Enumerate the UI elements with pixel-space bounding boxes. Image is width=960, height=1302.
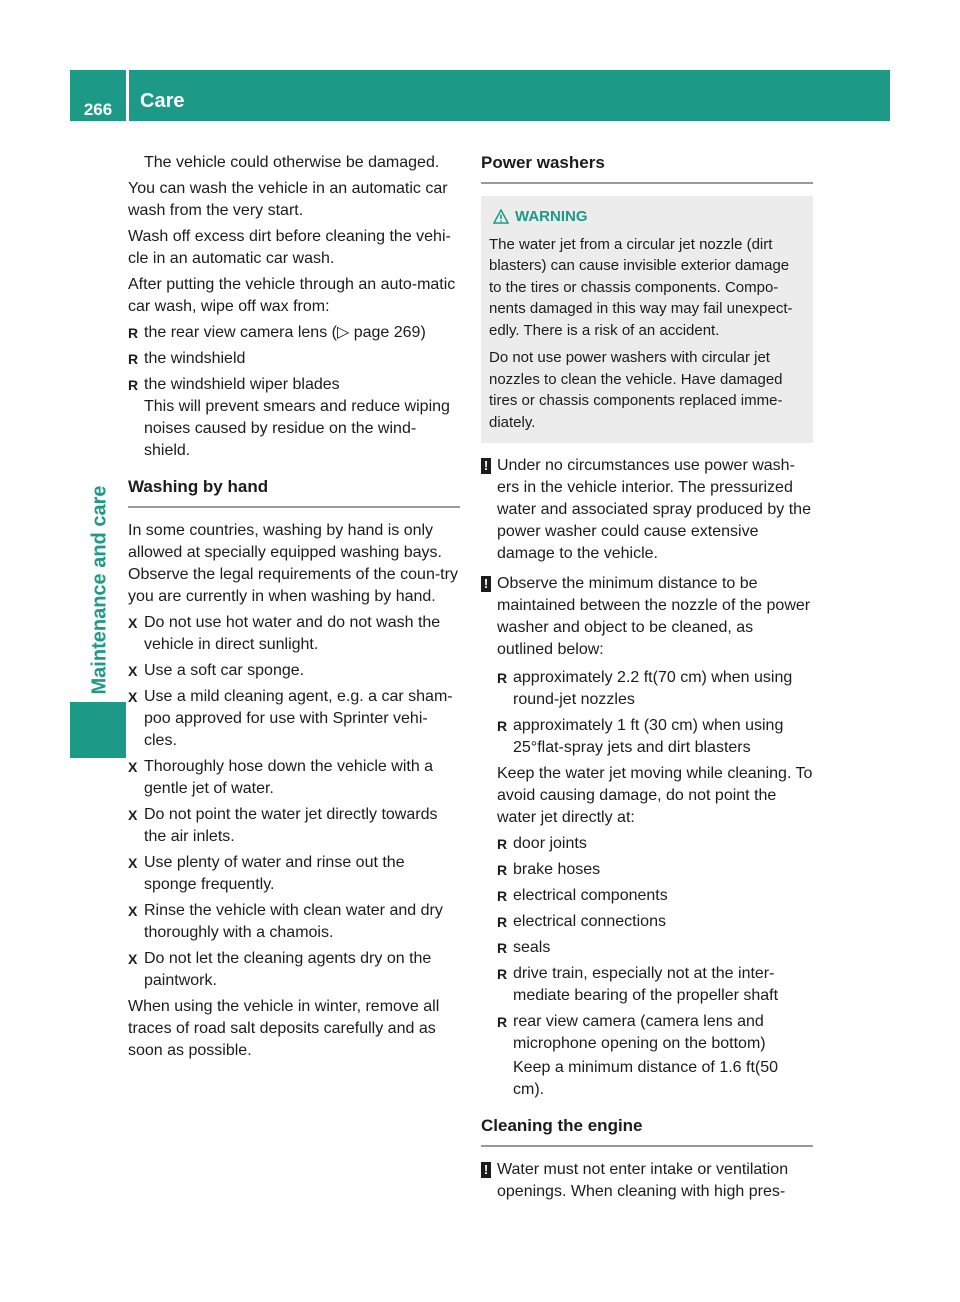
wiper-note: This will prevent smears and reduce wiping noises caused by residue on the wind-shield. — [144, 398, 450, 459]
step-item — [128, 852, 460, 896]
automatic-wash-paragraph: You can wash the vehicle in an automatic car wash from the very start. — [128, 180, 448, 219]
step-text: Do not point the water jet directly towards the air inlets. — [144, 806, 438, 845]
side-tab-label — [85, 480, 113, 700]
warning-text: The water jet from a circular jet nozzle (dirt blasters) can cause invisible exterior damage to the tires or chassis components. Compo-nents damaged in this way may fail unexpect-edly. There is a risk of an accident. — [489, 235, 793, 339]
list-item — [128, 348, 460, 370]
bullet-marker: R — [497, 888, 508, 904]
list-item-text: seals — [513, 939, 551, 956]
bullet-marker: R — [497, 836, 508, 852]
bullet-marker: R — [497, 966, 508, 982]
step-item — [128, 660, 460, 682]
wax-paragraph: After putting the vehicle through an auto-matic car wash, wipe off wax from: — [128, 276, 456, 315]
exclamation-icon: ! — [481, 1162, 491, 1178]
step-marker: X — [128, 903, 138, 919]
warning-triangle-icon — [493, 209, 509, 224]
header-divider — [126, 70, 129, 121]
step-marker: X — [128, 951, 138, 967]
exclamation-icon: ! — [481, 576, 491, 592]
step-item — [128, 612, 460, 656]
step-marker: X — [128, 759, 138, 775]
excess-dirt-paragraph: Wash off excess dirt before cleaning the vehi-cle in an automatic car wash. — [128, 228, 451, 267]
list-item — [128, 374, 460, 462]
washing-intro: In some countries, washing by hand is only allowed at specially equipped washing bays. Observe the legal requirements of the coun-try you are currently in when washing by hand. — [128, 522, 458, 605]
warning-label: WARNING — [515, 208, 588, 225]
step-text: Use a soft car sponge. — [144, 662, 305, 679]
notice-text: Observe the minimum distance to be maintained between the nozzle of the power washer and object to be cleaned, as outlined below: — [497, 575, 811, 658]
bullet-marker: R — [128, 377, 139, 393]
washing-by-hand-heading: Washing by hand — [128, 476, 460, 508]
list-item-text: brake hoses — [513, 861, 601, 878]
list-item-text: approximately 1 ft (30 cm) when using 25°flat-spray jets and dirt blasters — [513, 717, 784, 756]
list-item — [497, 715, 813, 759]
notice-distance — [481, 573, 813, 1101]
step-text: Thoroughly hose down the vehicle with a gentle jet of water. — [144, 758, 434, 797]
list-item-text: electrical connections — [513, 913, 666, 930]
list-item — [497, 885, 813, 907]
camera-distance-note: Keep a minimum distance of 1.6 ft(50 cm). — [513, 1059, 779, 1098]
bullet-marker: R — [497, 914, 508, 930]
list-item — [497, 937, 813, 959]
damage-note: The vehicle could otherwise be damaged. — [144, 154, 440, 171]
exclamation-icon: ! — [481, 458, 491, 474]
list-item — [497, 1011, 813, 1101]
left-column — [128, 152, 460, 1066]
step-text: Use plenty of water and rinse out the sponge frequently. — [144, 854, 405, 893]
step-item — [128, 686, 460, 752]
notice-interior — [481, 455, 813, 565]
step-marker: X — [128, 615, 138, 631]
header-bar — [70, 70, 890, 121]
bullet-marker: R — [497, 1014, 508, 1030]
list-item-text: rear view camera (camera lens and microphone opening on the bottom) — [513, 1013, 766, 1052]
list-item — [497, 911, 813, 933]
notice-text: Water must not enter intake or ventilation openings. When cleaning with high pres- — [497, 1161, 789, 1200]
side-tab-text: Maintenance and care — [88, 485, 110, 695]
list-item — [497, 667, 813, 711]
step-text: Do not use hot water and do not wash the vehicle in direct sunlight. — [144, 614, 441, 653]
winter-note: When using the vehicle in winter, remove all traces of road salt deposits carefully and as soon as possible. — [128, 998, 440, 1059]
list-item-text: electrical components — [513, 887, 668, 904]
list-item-text: drive train, especially not at the inter-mediate bearing of the propeller shaft — [513, 965, 779, 1004]
step-marker: X — [128, 663, 138, 679]
bullet-marker: R — [497, 670, 508, 686]
list-item-text: the rear view camera lens (▷ page 269) — [144, 324, 426, 341]
step-item — [128, 948, 460, 992]
section-title: Care — [140, 90, 185, 112]
list-item-text: the windshield — [144, 350, 246, 367]
list-item — [497, 859, 813, 881]
keep-moving-text: Keep the water jet moving while cleaning. To avoid causing damage, do not point the water jet directly at: — [497, 765, 813, 826]
warning-advice: Do not use power washers with circular jet nozzles to clean the vehicle. Have damaged tires or chassis components replaced imme-diately. — [489, 349, 783, 431]
notice-engine — [481, 1159, 813, 1203]
step-marker: X — [128, 807, 138, 823]
step-marker: X — [128, 855, 138, 871]
list-item-text: door joints — [513, 835, 587, 852]
bullet-marker: R — [128, 351, 139, 367]
list-item — [497, 963, 813, 1007]
step-text: Rinse the vehicle with clean water and dry thoroughly with a chamois. — [144, 902, 443, 941]
step-item — [128, 756, 460, 800]
bullet-marker: R — [128, 325, 139, 341]
warning-box — [481, 196, 813, 443]
bullet-marker: R — [497, 862, 508, 878]
list-item — [497, 833, 813, 855]
bullet-marker: R — [497, 940, 508, 956]
power-washers-heading: Power washers — [481, 152, 813, 184]
warning-title — [489, 206, 805, 228]
step-item — [128, 804, 460, 848]
step-text: Do not let the cleaning agents dry on the paintwork. — [144, 950, 432, 989]
notice-text: Under no circumstances use power wash-ers in the vehicle interior. The pressurized water and associated spray produced by the power washer could cause extensive damage to the vehicle. — [497, 457, 811, 562]
side-tab-marker — [70, 702, 126, 758]
page-number: 266 — [83, 100, 113, 119]
right-column — [481, 152, 813, 1211]
bullet-marker: R — [497, 718, 508, 734]
list-item-text: approximately 2.2 ft(70 cm) when using round-jet nozzles — [513, 669, 793, 708]
list-item-text: the windshield wiper blades — [144, 376, 340, 393]
step-item — [128, 900, 460, 944]
list-item — [128, 322, 460, 344]
cleaning-engine-heading: Cleaning the engine — [481, 1115, 813, 1147]
step-marker: X — [128, 689, 138, 705]
step-text: Use a mild cleaning agent, e.g. a car sham-poo approved for use with Sprinter vehi-cles. — [144, 688, 453, 749]
